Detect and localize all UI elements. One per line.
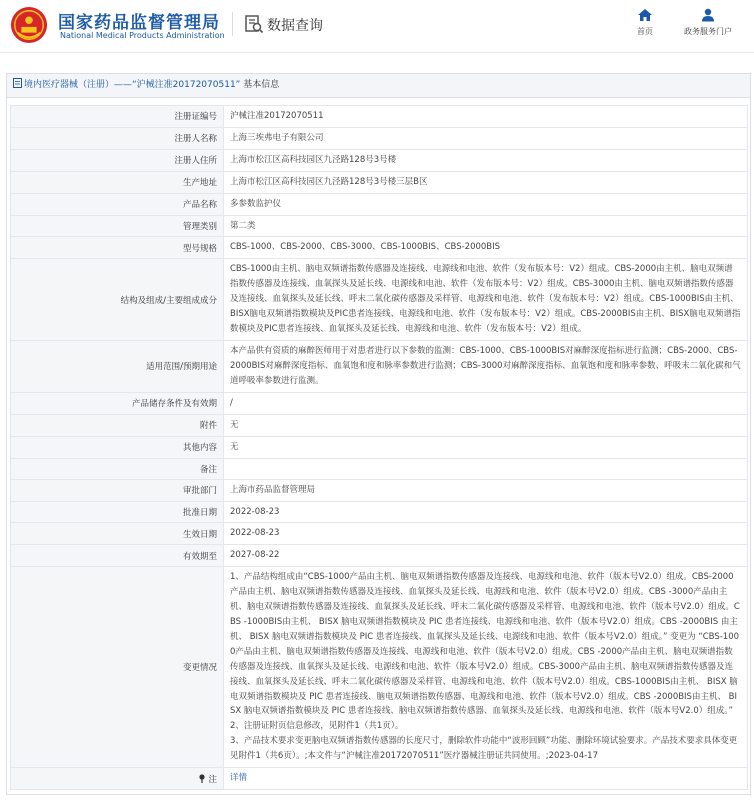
field-value: 无 xyxy=(224,436,748,458)
panel-title-suffix: 基本信息 xyxy=(243,80,280,90)
field-label: 注册证编号 xyxy=(11,106,224,128)
field-label: 生效日期 xyxy=(11,523,224,545)
change-row xyxy=(11,567,748,768)
user-icon xyxy=(700,8,716,22)
info-row xyxy=(11,479,748,501)
section-title: 数据查询 xyxy=(267,18,323,34)
field-label: 注册人名称 xyxy=(11,127,224,149)
nav-home-button[interactable] xyxy=(631,8,659,37)
details-link[interactable]: 详情 xyxy=(230,773,248,784)
info-row xyxy=(11,237,748,259)
pin-icon xyxy=(198,774,206,783)
header-bottom-rule xyxy=(0,52,754,53)
emblem-logo xyxy=(10,6,48,44)
panel-title xyxy=(7,74,750,98)
header-divider xyxy=(232,12,233,36)
field-value: CBS-1000、CBS-2000、CBS-3000、CBS-1000BIS、CBS-2000BIS xyxy=(224,237,748,259)
data-query-icon xyxy=(244,14,264,34)
field-label: 审批部门 xyxy=(11,479,224,501)
panel-title-prefix: 境内医疗器械（注册）—— xyxy=(24,80,133,90)
field-value: 上海市药品监督管理局 xyxy=(224,479,748,501)
note-label-cell xyxy=(11,768,224,790)
nav-service-label: 政务服务门户 xyxy=(684,27,732,36)
field-value: 沪械注准20172070511 xyxy=(224,106,748,128)
field-value: 多参数监护仪 xyxy=(224,193,748,215)
field-label: 变更情况 xyxy=(11,567,224,768)
info-table xyxy=(10,105,748,790)
field-label: 型号规格 xyxy=(11,237,224,259)
field-value: / xyxy=(224,392,748,414)
home-icon xyxy=(637,8,653,22)
org-name-en: National Medical Products Administration xyxy=(60,31,225,40)
field-value: 上海三埃弗电子有限公司 xyxy=(224,127,748,149)
field-label: 产品储存条件及有效期 xyxy=(11,392,224,414)
field-label: 注册人住所 xyxy=(11,149,224,171)
field-label: 结构及组成/主要组成成分 xyxy=(11,259,224,341)
header xyxy=(0,0,754,52)
field-label: 适用范围/预期用途 xyxy=(11,340,224,392)
change-paragraph-3: 3、产品技术要求变更脑电双频谱指数传感器的长度尺寸，删除软件功能中“波形回顾”功能、删除环境试验要求。产品技术要求具体变更见附件1（共6页）。;本文件与“沪械注准20172070511”医疗器械注册证共同使用。;2023-04-17 xyxy=(230,736,738,762)
panel-title-main: “沪械注准20172070511” xyxy=(132,80,241,90)
change-paragraph-1: 1、产品结构组成由“CBS-1000产品由主机、脑电双频谱指数传感器及连接线、电源线和电池、软件（版本号V2.0）组成。CBS-2000产品由主机、脑电双频谱指数传感器及连接线、血氧探头及延长线、电源线和电池、软件（版本号V2.0）组成。CBS -3000产品由主机、脑电双频谱指数传感器及连接线、血氧探头及延长线、呼末二氧化碳传感器及采样管、电源线和电池、软件（版本号V2.0）组成。CBS -1000BIS由主机、 BISX 脑电双频谱指数模块及 PIC 患者连接线、电源线和电池、软件（版本号V2.0）组成。CBS -2000BIS 由主机、 BISX 脑电双频谱指数模块及 PIC 患者连接线、血氧探头及延长线、电源线和电池、软件（版本号V2.0）组成。” 变更为 “CBS-1000产品由主机、脑电双频谱指数传感器及连接线、电源线和电池、软件（版本号V2.0）组成。CBS -2000产品由主机、脑电双频谱指数传感器及连接线、血氧探头及延长线、电源线和电池、软件（版本号V2.0）组成。CBS-3000产品由主机、脑电双频谱指数传感器及连接线、血氧探头及延长线、呼末二氧化碳传感器及采样管、电源线和电池、软件（版本号V2.0）组成。CBS-1000BIS由主机、 BISX 脑电双频谱指数模块及 PIC 患者连接线、脑电双频谱指数传感器、电源线和电池、软件（版本号V2.0）组成。CBS -2000BIS由主机、 BISX 脑电双频谱指数模块及 PIC 患者连接线、脑电双频谱指数传感器、血氧探头及延长线、电源线和电池、软件（版本号V2.0）组成。” xyxy=(230,572,740,717)
field-value: 上海市松江区高科技园区九泾路128号3号楼 xyxy=(224,149,748,171)
field-label: 备注 xyxy=(11,458,224,479)
info-row xyxy=(11,545,748,567)
info-row xyxy=(11,392,748,414)
note-label: 注 xyxy=(208,774,217,785)
field-label: 批准日期 xyxy=(11,501,224,523)
field-value: 第二类 xyxy=(224,215,748,237)
field-value: 2022-08-23 xyxy=(224,501,748,523)
change-paragraph-2: 2、注册证附页信息修改，见附件1（共1页）。 xyxy=(230,721,404,732)
field-value: 2027-08-22 xyxy=(224,545,748,567)
nav-home-label: 首页 xyxy=(637,27,653,36)
info-row xyxy=(11,436,748,458)
field-label: 产品名称 xyxy=(11,193,224,215)
info-row xyxy=(11,501,748,523)
field-value: 本产品供有资质的麻醉医师用于对患者进行以下参数的监测：CBS-1000、CBS-1000BIS对麻醉深度指标进行监测；CBS-2000、CBS-2000BIS对麻醉深度指标、血氧饱和度和脉率参数进行监测；CBS-3000对麻醉深度指标、血氧饱和度和脉率参数、呼吸末二氧化碳和气道呼吸率参数进行监测。 xyxy=(224,340,748,392)
info-row xyxy=(11,340,748,392)
info-row xyxy=(11,414,748,436)
field-value: 2022-08-23 xyxy=(224,523,748,545)
field-label: 管理类别 xyxy=(11,215,224,237)
note-value xyxy=(224,768,748,790)
change-value xyxy=(224,567,748,768)
field-value: 无 xyxy=(224,414,748,436)
field-label: 有效期至 xyxy=(11,545,224,567)
field-label: 其他内容 xyxy=(11,436,224,458)
info-row xyxy=(11,149,748,171)
field-value: 上海市松江区高科技园区九泾路128号3号楼三层B区 xyxy=(224,171,748,193)
org-name-cn: 国家药品监督管理局 xyxy=(58,13,220,33)
info-row xyxy=(11,215,748,237)
info-row xyxy=(11,458,748,479)
nav-service-portal-button[interactable] xyxy=(680,8,736,37)
detail-panel xyxy=(6,73,751,795)
field-label: 生产地址 xyxy=(11,171,224,193)
info-row xyxy=(11,171,748,193)
info-row xyxy=(11,193,748,215)
info-row xyxy=(11,106,748,128)
document-icon xyxy=(13,78,22,88)
field-label: 附件 xyxy=(11,414,224,436)
note-row xyxy=(11,768,748,790)
field-value: CBS-1000由主机、脑电双频谱指数传感器及连接线、电源线和电池、软件（发布版本号：V2）组成。CBS-2000由主机、脑电双频谱指数传感器及连接线、血氧探头及延长线、电源线和电池、软件（发布版本号：V2）组成。CBS-3000由主机、脑电双频谱指数传感器及连接线、血氧探头及延长线、呼末二氧化碳传感器及采样管、电源线和电池、软件（发布版本号：V2）组成。CBS-1000BIS由主机、BISX脑电双频谱指数模块及PIC患者连接线、电源线和电池、软件（发布版本号：V2）组成。CBS-2000BIS由主机、BISX脑电双频谱指数模块及PIC患者连接线、血氧探头及延长线、电源线和电池、软件（发布版本号：V2）组成。 xyxy=(224,259,748,341)
info-row xyxy=(11,127,748,149)
info-row xyxy=(11,259,748,341)
field-value xyxy=(224,458,748,479)
info-row xyxy=(11,523,748,545)
